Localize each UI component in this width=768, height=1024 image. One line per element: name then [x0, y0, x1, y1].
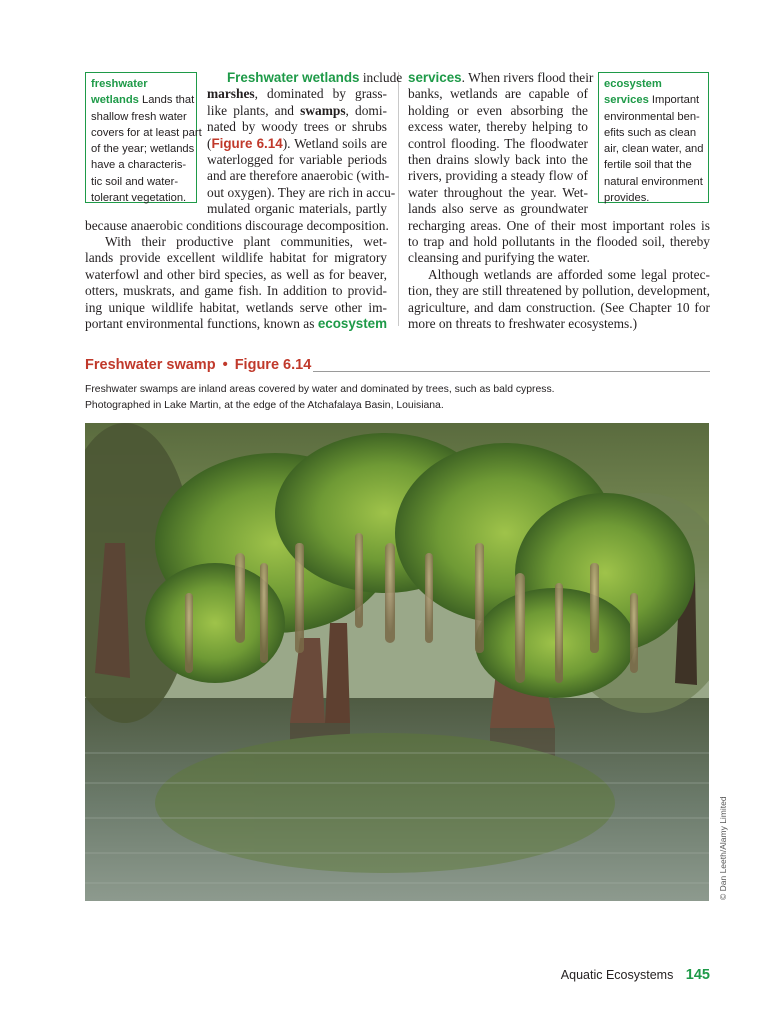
photo-credit: © Dan Leeth/Alamy Limited: [718, 796, 728, 900]
text-line: like plants, and swamps, domi-: [207, 102, 387, 118]
text-line: lands also serve as groundwater: [408, 201, 588, 217]
glossary-def-line: tolerant vegetation.: [91, 192, 187, 205]
text-line: banks, wetlands are capable of: [408, 86, 588, 102]
text-line: more on threats to freshwater ecosystems.): [408, 316, 638, 332]
text-line: cleansing and purifying the water.: [408, 250, 590, 266]
keyword-freshwater-wetlands: Freshwater wetlands: [227, 70, 360, 85]
text-line: Although wetlands are afforded some legal protec-: [428, 266, 710, 282]
text-line: recharging areas. One of their most important roles is: [408, 217, 710, 233]
text-line: With their productive plant communities, wet-: [105, 234, 387, 250]
text-line: services. When rivers flood their: [408, 70, 594, 85]
text-line: excess water, thereby helping to: [408, 119, 588, 135]
keyword-marshes: marshes: [207, 86, 255, 102]
glossary-def: Lands that: [138, 94, 195, 107]
glossary-def-line: of the year; wetlands: [91, 143, 195, 156]
text-line: holding or even absorbing the: [408, 102, 588, 118]
figure-heading: [85, 357, 311, 373]
caption-line: Photographed in Lake Martin, at the edge of the Atchafalaya Basin, Louisiana.: [85, 400, 444, 411]
text-line: portant environmental functions, known as ecosystem: [85, 316, 388, 332]
text-line: to trap and hold pollutants in the flooded soil, thereby: [408, 234, 710, 250]
glossary-term-cont: wetlands: [91, 94, 139, 107]
text-line: rivers, providing a steady flow of: [408, 168, 588, 184]
figure-heading-rule: [313, 371, 710, 372]
text-line: then drains slowly back into the: [408, 152, 588, 168]
keyword-swamps: swamps: [300, 102, 346, 118]
body-column-right: [408, 70, 710, 333]
glossary-def-line: have a characteris-: [91, 159, 187, 172]
text-line: waterlogged for variable periods: [207, 152, 387, 168]
glossary-def: Important: [648, 94, 700, 107]
glossary-term: ecosystem: [604, 78, 662, 90]
glossary-def-line: tic soil and water-: [91, 175, 179, 188]
page-footer: [520, 966, 710, 984]
glossary-def-line: air, clean water, and: [604, 143, 704, 156]
figure-reference-link[interactable]: Figure 6.14: [211, 135, 283, 151]
figure-bullet: •: [222, 357, 228, 373]
figure-number: Figure 6.14: [234, 357, 312, 373]
caption-line: Freshwater swamps are inland areas covered by water and dominated by trees, such as bald cypress.: [85, 384, 555, 395]
glossary-term: freshwater: [91, 78, 148, 90]
text-line: because anaerobic conditions discourage decomposition.: [85, 217, 389, 233]
swamp-photo: [85, 423, 709, 901]
text-line: nated by woody trees or shrubs: [207, 119, 387, 135]
column-divider: [398, 72, 399, 326]
page-number: 145: [685, 967, 710, 983]
glossary-def-line: covers for at least part: [91, 126, 202, 139]
text-line: otters, muskrats, and game fish. In addition to provid-: [85, 283, 387, 299]
keyword-services: services: [408, 70, 462, 85]
text-line: mulated organic materials, partly: [207, 201, 387, 217]
glossary-def-line: natural environment: [604, 175, 703, 188]
glossary-def-line: shallow fresh water: [91, 110, 187, 123]
glossary-def-line: fertile soil that the: [604, 159, 692, 172]
text-line: and are therefore anaerobic (with-: [207, 168, 390, 184]
text-line: agriculture, and dam construction. (See Chapter 10 for: [408, 299, 710, 315]
glossary-def-line: efits such as clean: [604, 126, 697, 139]
figure-title: Freshwater swamp: [85, 357, 216, 373]
glossary-def-line: environmental ben-: [604, 110, 700, 123]
text-line: (Figure 6.14). Wetland soils are: [207, 135, 388, 151]
text-line: Freshwater wetlands include: [227, 70, 403, 85]
figure-caption: [85, 382, 555, 414]
swamp-photo-illustration: [85, 423, 709, 901]
text-line: control flooding. The floodwater: [408, 135, 588, 151]
glossary-def-line: provides.: [604, 192, 650, 205]
footer-chapter-title: Aquatic Ecosystems: [560, 968, 674, 982]
text-line: lands provide excellent wildlife habitat for migratory: [85, 250, 387, 266]
text-line: waterfowl and other bird species, as well as for beaver,: [85, 266, 387, 282]
keyword-ecosystem-services: ecosystem: [317, 316, 388, 332]
text-line: ing unique wildlife habitat, wetlands serve other im-: [85, 299, 387, 315]
body-column-left: [85, 70, 403, 333]
text-line: tion, they are still threatened by pollution, development,: [408, 283, 710, 299]
text-line: marshes, dominated by grass-: [207, 86, 387, 102]
text-line: water throughout the year. Wet-: [408, 184, 588, 200]
text-line: out oxygen). They are rich in accu-: [207, 184, 396, 200]
glossary-term-cont: services: [604, 94, 649, 107]
